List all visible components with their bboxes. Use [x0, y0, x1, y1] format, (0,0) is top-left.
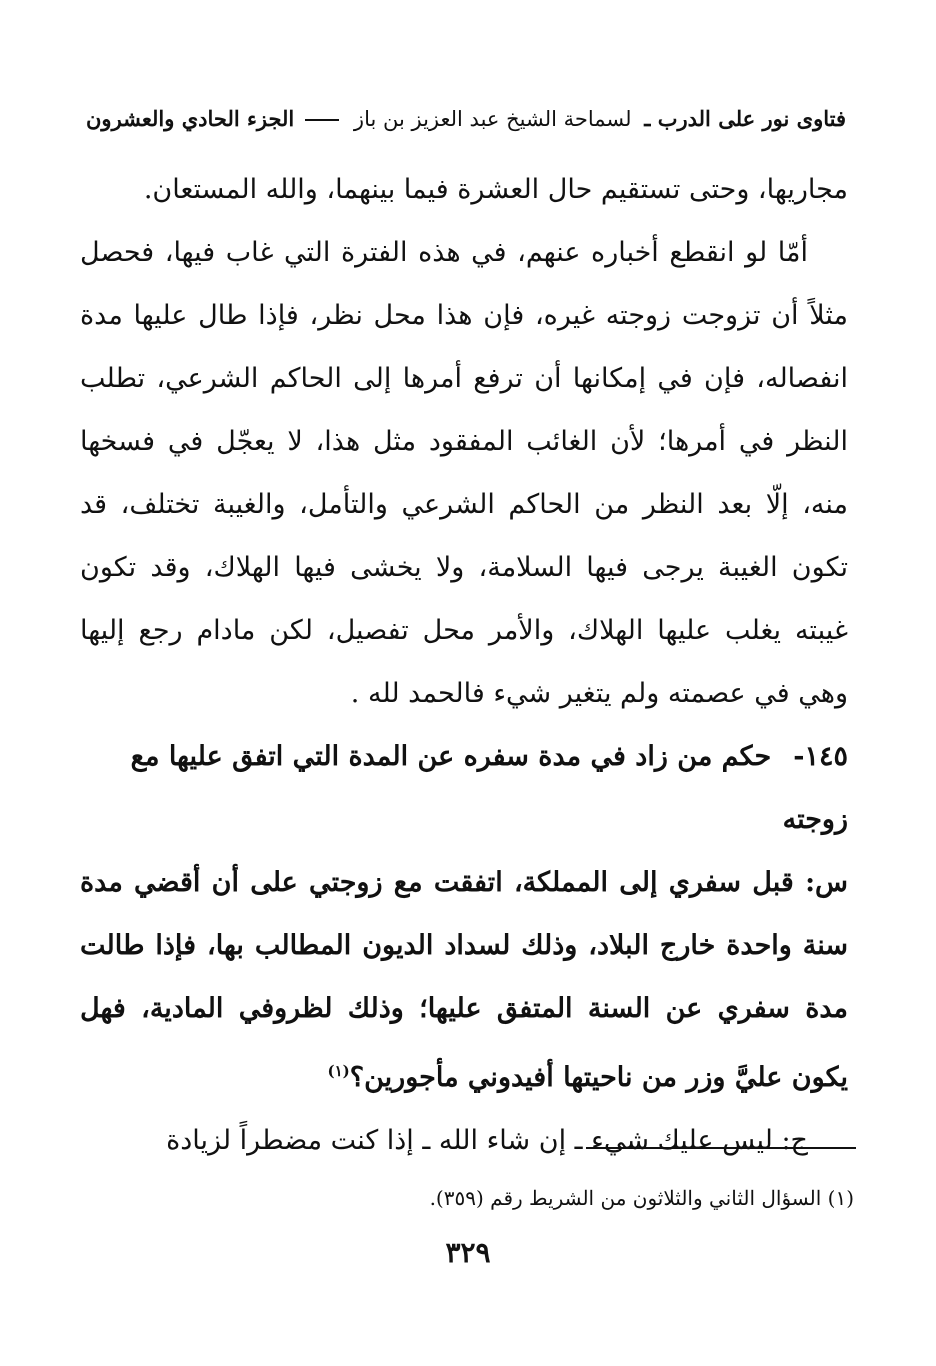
question-prefix: س:	[793, 867, 849, 898]
section-title-text: حكم من زاد في مدة سفره عن المدة التي اتفق عليها مع زوجته	[130, 741, 848, 835]
page-number: ٣٢٩	[445, 1236, 491, 1269]
answer-paragraph: ج: ليس عليك شيء ـ إن شاء الله ـ إذا كنت مضطراً لزيادة	[166, 1125, 808, 1156]
question-paragraph	[80, 851, 848, 1109]
running-header	[86, 98, 846, 138]
part-title: الجزء الحادي والعشرون	[86, 105, 295, 131]
paragraph-continuation: مجاريها، وحتى تستقيم حال العشرة فيما بينهما، والله المستعان.	[143, 174, 848, 205]
section-heading	[80, 725, 848, 851]
author-name: لسماحة الشيخ عبد العزيز بن باز	[353, 106, 632, 131]
series-title: فتاوى نور على الدرب ـ	[644, 105, 846, 131]
body-text	[80, 158, 848, 1172]
paragraph-main: أمّا لو انقطع أخباره عنهم، في هذه الفترة التي غاب فيها، فحصل مثلاً أن تزوجت زوجته غيره، فإن هذا محل نظر، فإذا طال عليها مدة انفصاله، فإن في إمكانها أن ترفع أمرها إلى الحاكم الشرعي، تطلب النظر في أمرها؛ لأن الغائب المفقود مثل هذا، لا يعجّل في فسخها منه، إلّا بعد النظر من الحاكم الشرعي والتأمل، والغيبة تختلف، قد تكون الغيبة يرجى فيها السلامة، ولا يخشى فيها الهلاك، وقد تكون غيبته يغلب عليها الهلاك، والأمر محل تفصيل، لكن مادام رجع إليها وهي في عصمته ولم يتغير شيء فالحمد لله .	[80, 237, 848, 709]
question-text: قبل سفري إلى المملكة، اتفقت مع زوجتي على أن أقضي مدة سنة واحدة خارج البلاد، وذلك لسداد الديون المطالب بها، فإذا طالت مدة سفري عن السنة المتفق عليها؛ وذلك لظروفي المادية، فهل يكون عليَّ وزر من ناحيتها أفيدوني مأجورين؟	[80, 867, 848, 1093]
footnote-text: (١) السؤال الثاني والثلاثون من الشريط رقم (٣٥٩).	[429, 1186, 854, 1210]
header-dash	[305, 119, 339, 121]
header-series-title	[348, 106, 846, 131]
header-part-wrap	[86, 106, 343, 131]
footnote-reference: (١)	[327, 1062, 350, 1080]
footnote-divider	[586, 1147, 856, 1149]
section-number: ١٤٥-	[793, 741, 848, 772]
